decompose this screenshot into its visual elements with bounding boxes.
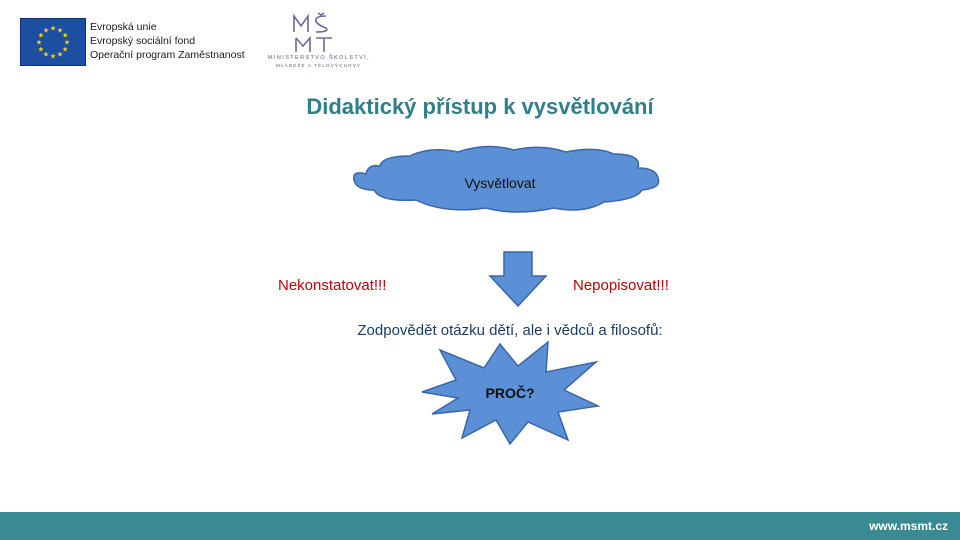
slide-title: Didaktický přístup k vysvětlování	[306, 94, 654, 119]
right-note: Nepopisovat!!!	[573, 277, 669, 294]
eu-star-icon: ★	[56, 27, 64, 35]
eu-logo-line: Evropský sociální fond	[90, 35, 196, 47]
eu-flag-icon	[20, 18, 86, 66]
msmt-mark-icon	[292, 12, 338, 54]
footer-url-link[interactable]: www.msmt.cz	[869, 519, 948, 533]
eu-logo-line: Evropská unie	[90, 21, 157, 33]
cloud-label: Vysvětlovat	[464, 175, 536, 191]
msmt-logo	[266, 12, 370, 68]
question-text: Zodpovědět otázku dětí, ale i vědců a filosofů:	[357, 322, 663, 339]
eu-logo-line: Operační program Zaměstnanost	[90, 49, 245, 61]
footer-bar	[0, 512, 960, 540]
eu-star-icon: ★	[63, 39, 71, 47]
eu-logo	[20, 18, 244, 66]
msmt-logo-line2: MLÁDEŽE A TĚLOVÝCHOVY	[276, 63, 362, 68]
eu-star-icon: ★	[56, 51, 64, 59]
eu-star-icon: ★	[42, 51, 50, 59]
down-arrow-icon	[488, 250, 548, 310]
msmt-logo-line1: MINISTERSTVO ŠKOLSTVÍ,	[268, 55, 371, 61]
eu-star-icon: ★	[61, 46, 69, 54]
eu-star-icon: ★	[35, 39, 43, 47]
left-note: Nekonstatovat!!!	[278, 277, 387, 294]
eu-star-icon: ★	[37, 32, 45, 40]
eu-star-icon: ★	[61, 32, 69, 40]
eu-star-icon: ★	[37, 46, 45, 54]
eu-star-icon: ★	[49, 25, 57, 33]
eu-star-icon: ★	[49, 53, 57, 61]
eu-logo-text	[90, 20, 245, 62]
burst-label: PROČ?	[485, 385, 535, 401]
eu-star-icon: ★	[42, 27, 50, 35]
